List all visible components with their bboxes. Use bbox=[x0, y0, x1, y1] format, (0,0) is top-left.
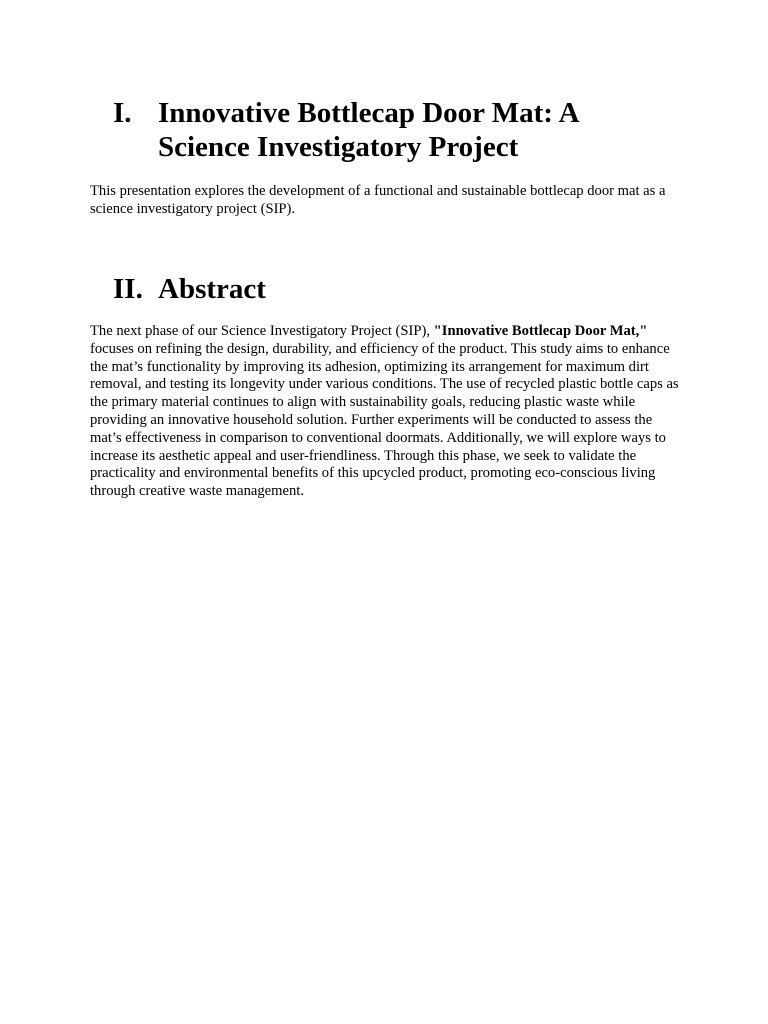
intro-text: This presentation explores the development of a functional and sustainable bottlecap door mat as a science investigatory project (SIP). bbox=[90, 183, 666, 217]
section-number: I. bbox=[113, 97, 132, 129]
abstract-text-rest: focuses on refining the design, durability, and efficiency of the product. This study aims to enhance the mat’s functionality by improving its adhesion, optimizing its arrangement for maximum dirt removal, and testing its longevity under various conditions. The use of recycled plastic bottle caps as the primary material continues to align with sustainability goals, reducing plastic waste while providing an innovative household solution. Further experiments will be conducted to assess the mat’s effectiveness in comparison to conventional doormats. Additionally, we will explore ways to increase its aesthetic appeal and user-friendliness. Through this phase, we seek to validate the practicality and environmental benefits of this upcycled product, promoting eco-conscious living through creative waste management. bbox=[90, 340, 679, 500]
section-heading-introduction bbox=[113, 96, 673, 164]
abstract-paragraph bbox=[90, 323, 686, 501]
section-heading-abstract bbox=[113, 272, 673, 306]
section-number: II. bbox=[113, 273, 143, 305]
project-name-bold: "Innovative Bottlecap Door Mat," bbox=[433, 323, 648, 339]
section-title: Abstract bbox=[158, 273, 266, 305]
section-title: Innovative Bottlecap Door Mat: A Science Investigatory Project bbox=[158, 97, 578, 163]
abstract-text-start: The next phase of our Science Investigatory Project (SIP), bbox=[90, 323, 434, 339]
intro-paragraph bbox=[90, 183, 686, 219]
